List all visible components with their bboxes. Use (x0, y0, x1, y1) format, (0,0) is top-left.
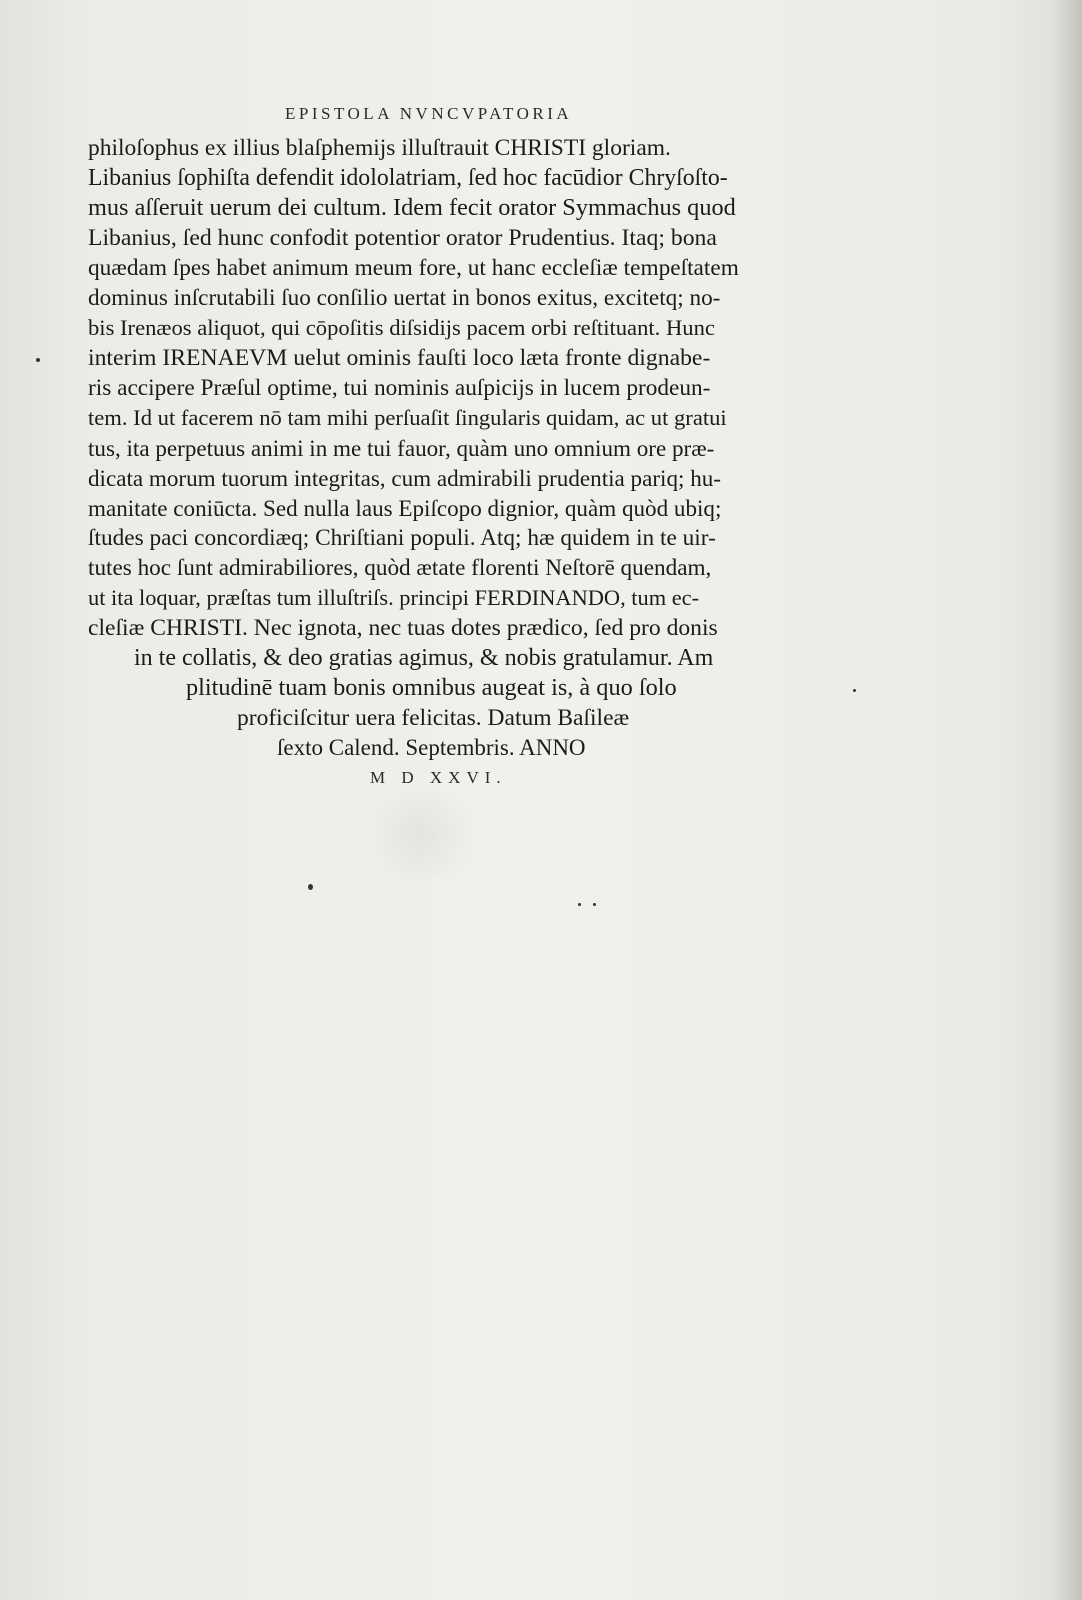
text-line: quædam ſpes habet animum meum fore, ut hanc eccleſiæ tempeſtatem (88, 255, 739, 281)
ink-speck (36, 358, 40, 362)
text-line: tutes hoc ſunt admirabiliores, quòd ætate florenti Neſtorē quendam, (88, 555, 712, 581)
text-line: ſexto Calend. Septembris. ANNO (277, 735, 586, 760)
ink-speck (593, 903, 596, 906)
text-line: tem. Id ut facerem nō tam mihi perſuaſit ſingularis quidam, ac ut gratui (88, 405, 727, 430)
text-line: ut ita loquar, præſtas tum illuſtriſs. principi FERDINANDO, tum ec- (88, 585, 700, 610)
text-line: ris accipere Præſul optime, tui nominis auſpicijs in lucem prodeun- (88, 375, 711, 401)
text-line: tus, ita perpetuus animi in me tui fauor, quàm uno omnium ore præ- (88, 435, 715, 461)
text-line: Libanius, ſed hunc confodit potentior orator Prudentius. Itaq; bona (88, 225, 717, 251)
text-line: dicata morum tuorum integritas, cum admirabili prudentia pariq; hu- (88, 465, 721, 491)
text-line: philoſophus ex illius blaſphemijs illuſtrauit CHRISTI gloriam. (88, 135, 671, 161)
date-year: M D XXVI. (370, 768, 507, 787)
ink-speck (578, 903, 581, 906)
ink-speck (308, 884, 313, 890)
text-line: dominus inſcrutabili ſuo conſilio uertat in bonos exitus, excitetq; no- (88, 285, 721, 311)
paper-stain (360, 790, 480, 880)
text-line: ſtudes paci concordiæq; Chriſtiani populi. Atq; hæ quidem in te uir- (88, 525, 716, 551)
running-head: EPISTOLA NVNCVPATORIA (285, 104, 573, 123)
text-line: Libanius ſophiſta defendit idololatriam, ſed hoc facūdior Chryſoſto- (88, 165, 728, 191)
text-line: manitate coniūcta. Sed nulla laus Epiſcopo dignior, quàm quòd ubiq; (88, 495, 722, 521)
text-line: in te collatis, & deo gratias agimus, & nobis gratulamur. Am (134, 645, 714, 671)
ink-speck (853, 689, 856, 692)
text-line: mus aſſeruit uerum dei cultum. Idem fecit orator Symmachus quod (88, 194, 736, 221)
text-line: plitudinē tuam bonis omnibus augeat is, à quo ſolo (186, 674, 677, 701)
text-line: cleſiæ CHRISTI. Nec ignota, nec tuas dotes prædico, ſed pro donis (88, 615, 718, 641)
text-line: interim IRENAEVM uelut ominis fauſti loco læta fronte dignabe- (88, 345, 711, 371)
text-line: bis Irenæos aliquot, qui cōpoſitis diſsidijs pacem orbi reſtituant. Hunc (88, 315, 715, 340)
text-line: proficiſcitur uera felicitas. Datum Baſileæ (237, 705, 630, 731)
page-edge-shadow (1052, 0, 1082, 1600)
